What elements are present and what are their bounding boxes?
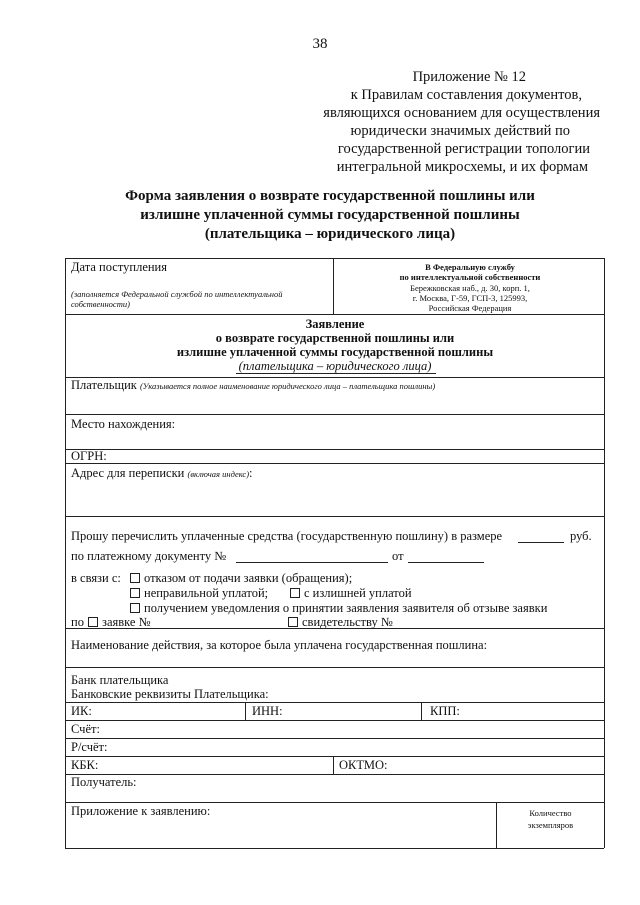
payer-row bbox=[71, 378, 435, 393]
copies-count-label: экземпляров bbox=[527, 820, 574, 830]
cell-divider bbox=[421, 702, 422, 720]
payer-hint: (Указывается полное наименование юридического лица – плательщика пошлины) bbox=[139, 381, 436, 391]
statement-line: излишне уплаченной суммы государственной пошлины bbox=[176, 345, 494, 359]
reason-option-label: свидетельству № bbox=[302, 615, 393, 629]
reason-option-label: заявке № bbox=[102, 615, 151, 629]
payment-doc-label: по платежному документу № bbox=[71, 549, 227, 563]
checkbox[interactable] bbox=[290, 588, 300, 598]
cell-divider bbox=[604, 802, 605, 848]
bank-ik-label: ИК: bbox=[71, 704, 92, 718]
row-divider bbox=[65, 702, 605, 703]
copies-count-label: Количество bbox=[529, 808, 572, 818]
attachment-label: Приложение к заявлению: bbox=[71, 804, 211, 818]
appendix-header bbox=[300, 68, 600, 176]
row-divider bbox=[496, 848, 604, 849]
underline bbox=[236, 373, 436, 374]
reason-option[interactable] bbox=[290, 586, 412, 601]
bank-oktmo-label: ОКТМО: bbox=[339, 758, 388, 772]
cell-divider bbox=[245, 702, 246, 720]
payment-doc-field[interactable] bbox=[236, 562, 388, 563]
cell-divider bbox=[333, 756, 334, 774]
row-divider bbox=[65, 449, 605, 450]
row-divider bbox=[65, 802, 605, 803]
recipient-label: Получатель: bbox=[71, 775, 137, 789]
payer-label: Плательщик bbox=[71, 378, 137, 392]
reason-label: в связи с: bbox=[71, 571, 121, 585]
mail-label: Адрес для переписки bbox=[71, 466, 185, 480]
checkbox[interactable] bbox=[288, 617, 298, 627]
checkbox[interactable] bbox=[130, 588, 140, 598]
addressee-line: В Федеральную службу bbox=[425, 262, 515, 272]
location-label: Место нахождения: bbox=[71, 417, 176, 431]
mail-colon: : bbox=[249, 466, 253, 480]
row-divider bbox=[65, 738, 605, 739]
bank-kpp-label: КПП: bbox=[430, 704, 460, 718]
row-divider bbox=[65, 516, 605, 517]
bank-kbk-label: КБК: bbox=[71, 758, 99, 772]
form-title-line: Форма заявления о возврате государственной пошлины или bbox=[125, 188, 535, 204]
addressee-line: Бережковская наб., д. 30, корп. 1, bbox=[410, 283, 530, 293]
action-label: Наименование действия, за которое была уплачена государственная пошлина: bbox=[71, 638, 488, 652]
mail-row bbox=[71, 466, 253, 481]
row-divider bbox=[65, 667, 605, 668]
receipt-note: (заполняется Федеральной службой по интеллектуальной bbox=[71, 289, 283, 299]
from-label: от bbox=[392, 549, 404, 563]
checkbox[interactable] bbox=[130, 573, 140, 583]
form-title-line: (плательщика – юридического лица) bbox=[204, 226, 456, 242]
bank-name-label: Банк плательщика bbox=[71, 673, 169, 687]
application-number-field[interactable] bbox=[158, 628, 278, 629]
reason-option[interactable] bbox=[130, 601, 547, 616]
bank-details-label: Банковские реквизиты Плательщика: bbox=[71, 687, 269, 701]
addressee-line: по интеллектуальной собственности bbox=[399, 272, 541, 282]
page-number: 38 bbox=[312, 36, 328, 52]
row-divider bbox=[65, 414, 605, 415]
bank-r-account-label: Р/счёт: bbox=[71, 740, 108, 754]
bank-account-label: Счёт: bbox=[71, 722, 100, 736]
bank-inn-label: ИНН: bbox=[252, 704, 283, 718]
certificate-number-field[interactable] bbox=[398, 628, 552, 629]
addressee-line: Российская Федерация bbox=[428, 303, 512, 313]
amount-field[interactable] bbox=[518, 542, 564, 543]
checkbox[interactable] bbox=[130, 603, 140, 613]
appendix-line: являющихся основанием для осуществления bbox=[323, 105, 600, 121]
reason-option[interactable] bbox=[288, 615, 393, 630]
receipt-date-label: Дата поступления bbox=[71, 260, 167, 274]
addressee-line: г. Москва, Г-59, ГСП-3, 125993, bbox=[412, 293, 528, 303]
receipt-note: собственности) bbox=[71, 299, 130, 309]
row-divider bbox=[65, 774, 605, 775]
currency-label: руб. bbox=[570, 529, 592, 543]
statement-title: Заявление bbox=[305, 317, 365, 331]
reason-option-label: с излишней уплатой bbox=[304, 586, 412, 600]
table-border-top bbox=[65, 258, 605, 259]
reason-option[interactable] bbox=[130, 571, 352, 586]
header-divider bbox=[333, 258, 334, 314]
reason-option-label: получением уведомления о принятии заявления заявителя об отзыве заявки bbox=[144, 601, 548, 615]
row-divider bbox=[65, 314, 605, 315]
row-divider bbox=[65, 463, 605, 464]
appendix-title: Приложение № 12 bbox=[412, 69, 526, 85]
row-divider bbox=[65, 848, 496, 849]
reason-option[interactable] bbox=[130, 586, 268, 601]
reason-option-label: отказом от подачи заявки (обращения); bbox=[144, 571, 353, 585]
mail-hint: (включая индекс) bbox=[187, 469, 250, 479]
checkbox[interactable] bbox=[88, 617, 98, 627]
appendix-line: государственной регистрации топологии bbox=[337, 141, 590, 157]
form-title-line: излишне уплаченной суммы государственной пошлины bbox=[140, 207, 520, 223]
statement-line: (плательщика – юридического лица) bbox=[238, 359, 432, 373]
statement-line: о возврате государственной пошлины или bbox=[215, 331, 455, 345]
reason-by-label: по bbox=[71, 615, 84, 629]
reason-option-label: неправильной уплатой; bbox=[144, 586, 269, 600]
request-text: Прошу перечислить уплаченные средства (государственную пошлину) в размере bbox=[71, 529, 503, 543]
form-title bbox=[110, 187, 550, 244]
appendix-line: юридически значимых действий по bbox=[350, 123, 570, 139]
appendix-line: к Правилам составления документов, bbox=[350, 87, 582, 103]
ogrn-label: ОГРН: bbox=[71, 449, 107, 463]
row-divider bbox=[65, 756, 605, 757]
row-divider bbox=[65, 720, 605, 721]
reason-option[interactable] bbox=[88, 615, 151, 630]
payment-date-field[interactable] bbox=[408, 562, 484, 563]
appendix-line: интегральной микросхемы, и их формам bbox=[336, 159, 588, 175]
